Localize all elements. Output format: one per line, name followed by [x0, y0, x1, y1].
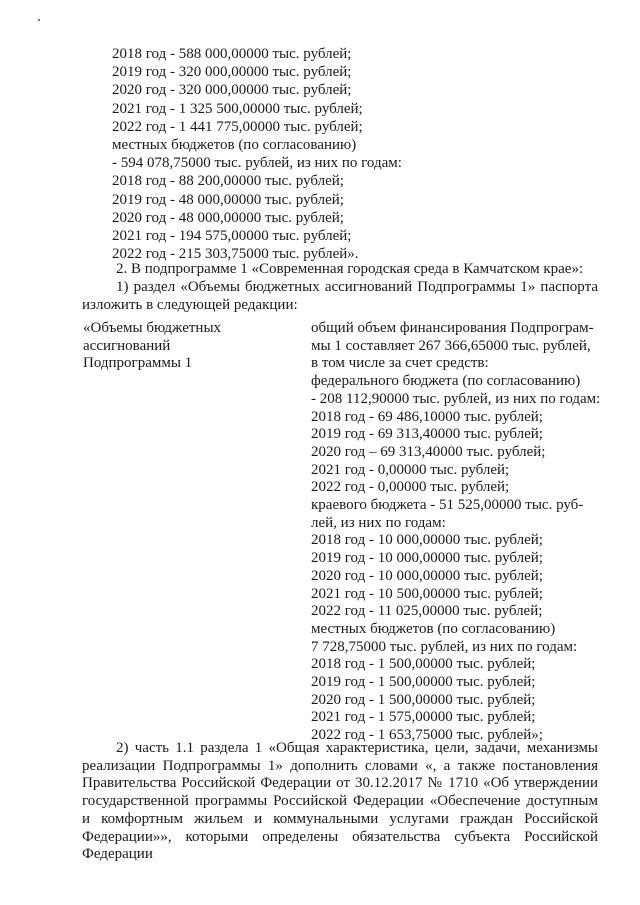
- table-line: местных бюджетов (по согласованию): [311, 620, 556, 637]
- table-line: в том числе за счет средств:: [311, 355, 489, 372]
- list-item: 2020 год - 320 000,00000 тыс. рублей;: [112, 82, 352, 99]
- list-item: 2022 год - 215 303,75000 тыс. рублей».: [112, 246, 359, 263]
- item2-subitem1: 1) раздел «Объемы бюджетных ассигнований Подпрограммы 1» паспорта изложить в следующей редакции:: [82, 279, 598, 313]
- table-line: 2021 год - 10 500,00000 тыс. рублей;: [311, 585, 543, 602]
- list-item: 2019 год - 320 000,00000 тыс. рублей;: [112, 64, 352, 81]
- table-line: лей, из них по годам:: [311, 514, 446, 531]
- item2-heading: 2. В подпрограмме 1 «Современная городская среда в Камчатском крае»:: [116, 261, 584, 277]
- item2-subitem2: 2) часть 1.1 раздела 1 «Общая характеристика, цели, задачи, механизмы реализации Подпрограммы 1» дополнить словами «, а также постановления Правительства Российской Федерации от 30.12.2017 № 1710 «Об утверждении государственной программы Российской Федерации «Обеспечение доступным и комфортным жильем и коммунальными услугами граждан Российской Федерации»», которыми определены обязательства субъекта Российской Федерации: [82, 740, 598, 863]
- table-line: краевого бюджета - 51 525,00000 тыс. руб-: [311, 497, 584, 514]
- list-item: - 594 078,75000 тыс. рублей, из них по годам:: [112, 155, 402, 172]
- list-item: местных бюджетов (по согласованию): [112, 137, 357, 154]
- table-line: 2019 год - 1 500,00000 тыс. рублей;: [311, 674, 536, 691]
- table-line: 2018 год - 69 486,10000 тыс. рублей;: [311, 408, 543, 425]
- table-right-cell: [311, 320, 601, 745]
- table-line: 2018 год - 1 500,00000 тыс. рублей;: [311, 656, 536, 673]
- table-line: общий объем финансирования Подпрограм-: [311, 320, 594, 336]
- table-line: - 208 112,90000 тыс. рублей, из них по годам:: [311, 390, 601, 407]
- list-item: 2018 год - 588 000,00000 тыс. рублей;: [112, 46, 352, 62]
- list-item: 2021 год - 1 325 500,00000 тыс. рублей;: [112, 100, 363, 117]
- table-line: 7 728,75000 тыс. рублей, из них по годам:: [311, 638, 578, 655]
- table-line: 2020 год – 69 313,40000 тыс. рублей;: [311, 443, 546, 460]
- list-item: 2020 год - 48 000,00000 тыс. рублей;: [112, 209, 344, 226]
- table-line: 2019 год - 10 000,00000 тыс. рублей;: [311, 550, 543, 567]
- list-item: 2018 год - 88 200,00000 тыс. рублей;: [112, 173, 344, 190]
- table-line: федерального бюджета (по согласованию): [311, 373, 581, 390]
- table-line: 2020 год - 10 000,00000 тыс. рублей;: [311, 567, 543, 584]
- scan-dot: [38, 19, 40, 21]
- list-item: 2022 год - 1 441 775,00000 тыс. рублей;: [112, 118, 363, 135]
- list-item: 2021 год - 194 575,00000 тыс. рублей;: [112, 228, 352, 245]
- table-line: 2022 год - 0,00000 тыс. рублей;: [311, 479, 510, 496]
- table-line: мы 1 составляет 267 366,65000 тыс. рублей,: [311, 337, 591, 354]
- top-funding-list: [112, 45, 402, 263]
- table-line: 2021 год - 0,00000 тыс. рублей;: [311, 461, 510, 478]
- table-line: 2018 год - 10 000,00000 тыс. рублей;: [311, 532, 543, 549]
- table-line: 2022 год - 1 653,75000 тыс. рублей»;: [311, 727, 543, 744]
- table-line: 2021 год - 1 575,00000 тыс. рублей;: [311, 709, 536, 726]
- table-line: 2019 год - 69 313,40000 тыс. рублей;: [311, 426, 543, 443]
- table-line: 2020 год - 1 500,00000 тыс. рублей;: [311, 691, 536, 708]
- table-left-cell: «Объемы бюджетных ассигнований Подпрограммы 1: [83, 320, 222, 372]
- table-line: 2022 год - 11 025,00000 тыс. рублей;: [311, 603, 543, 620]
- list-item: 2019 год - 48 000,00000 тыс. рублей;: [112, 191, 344, 208]
